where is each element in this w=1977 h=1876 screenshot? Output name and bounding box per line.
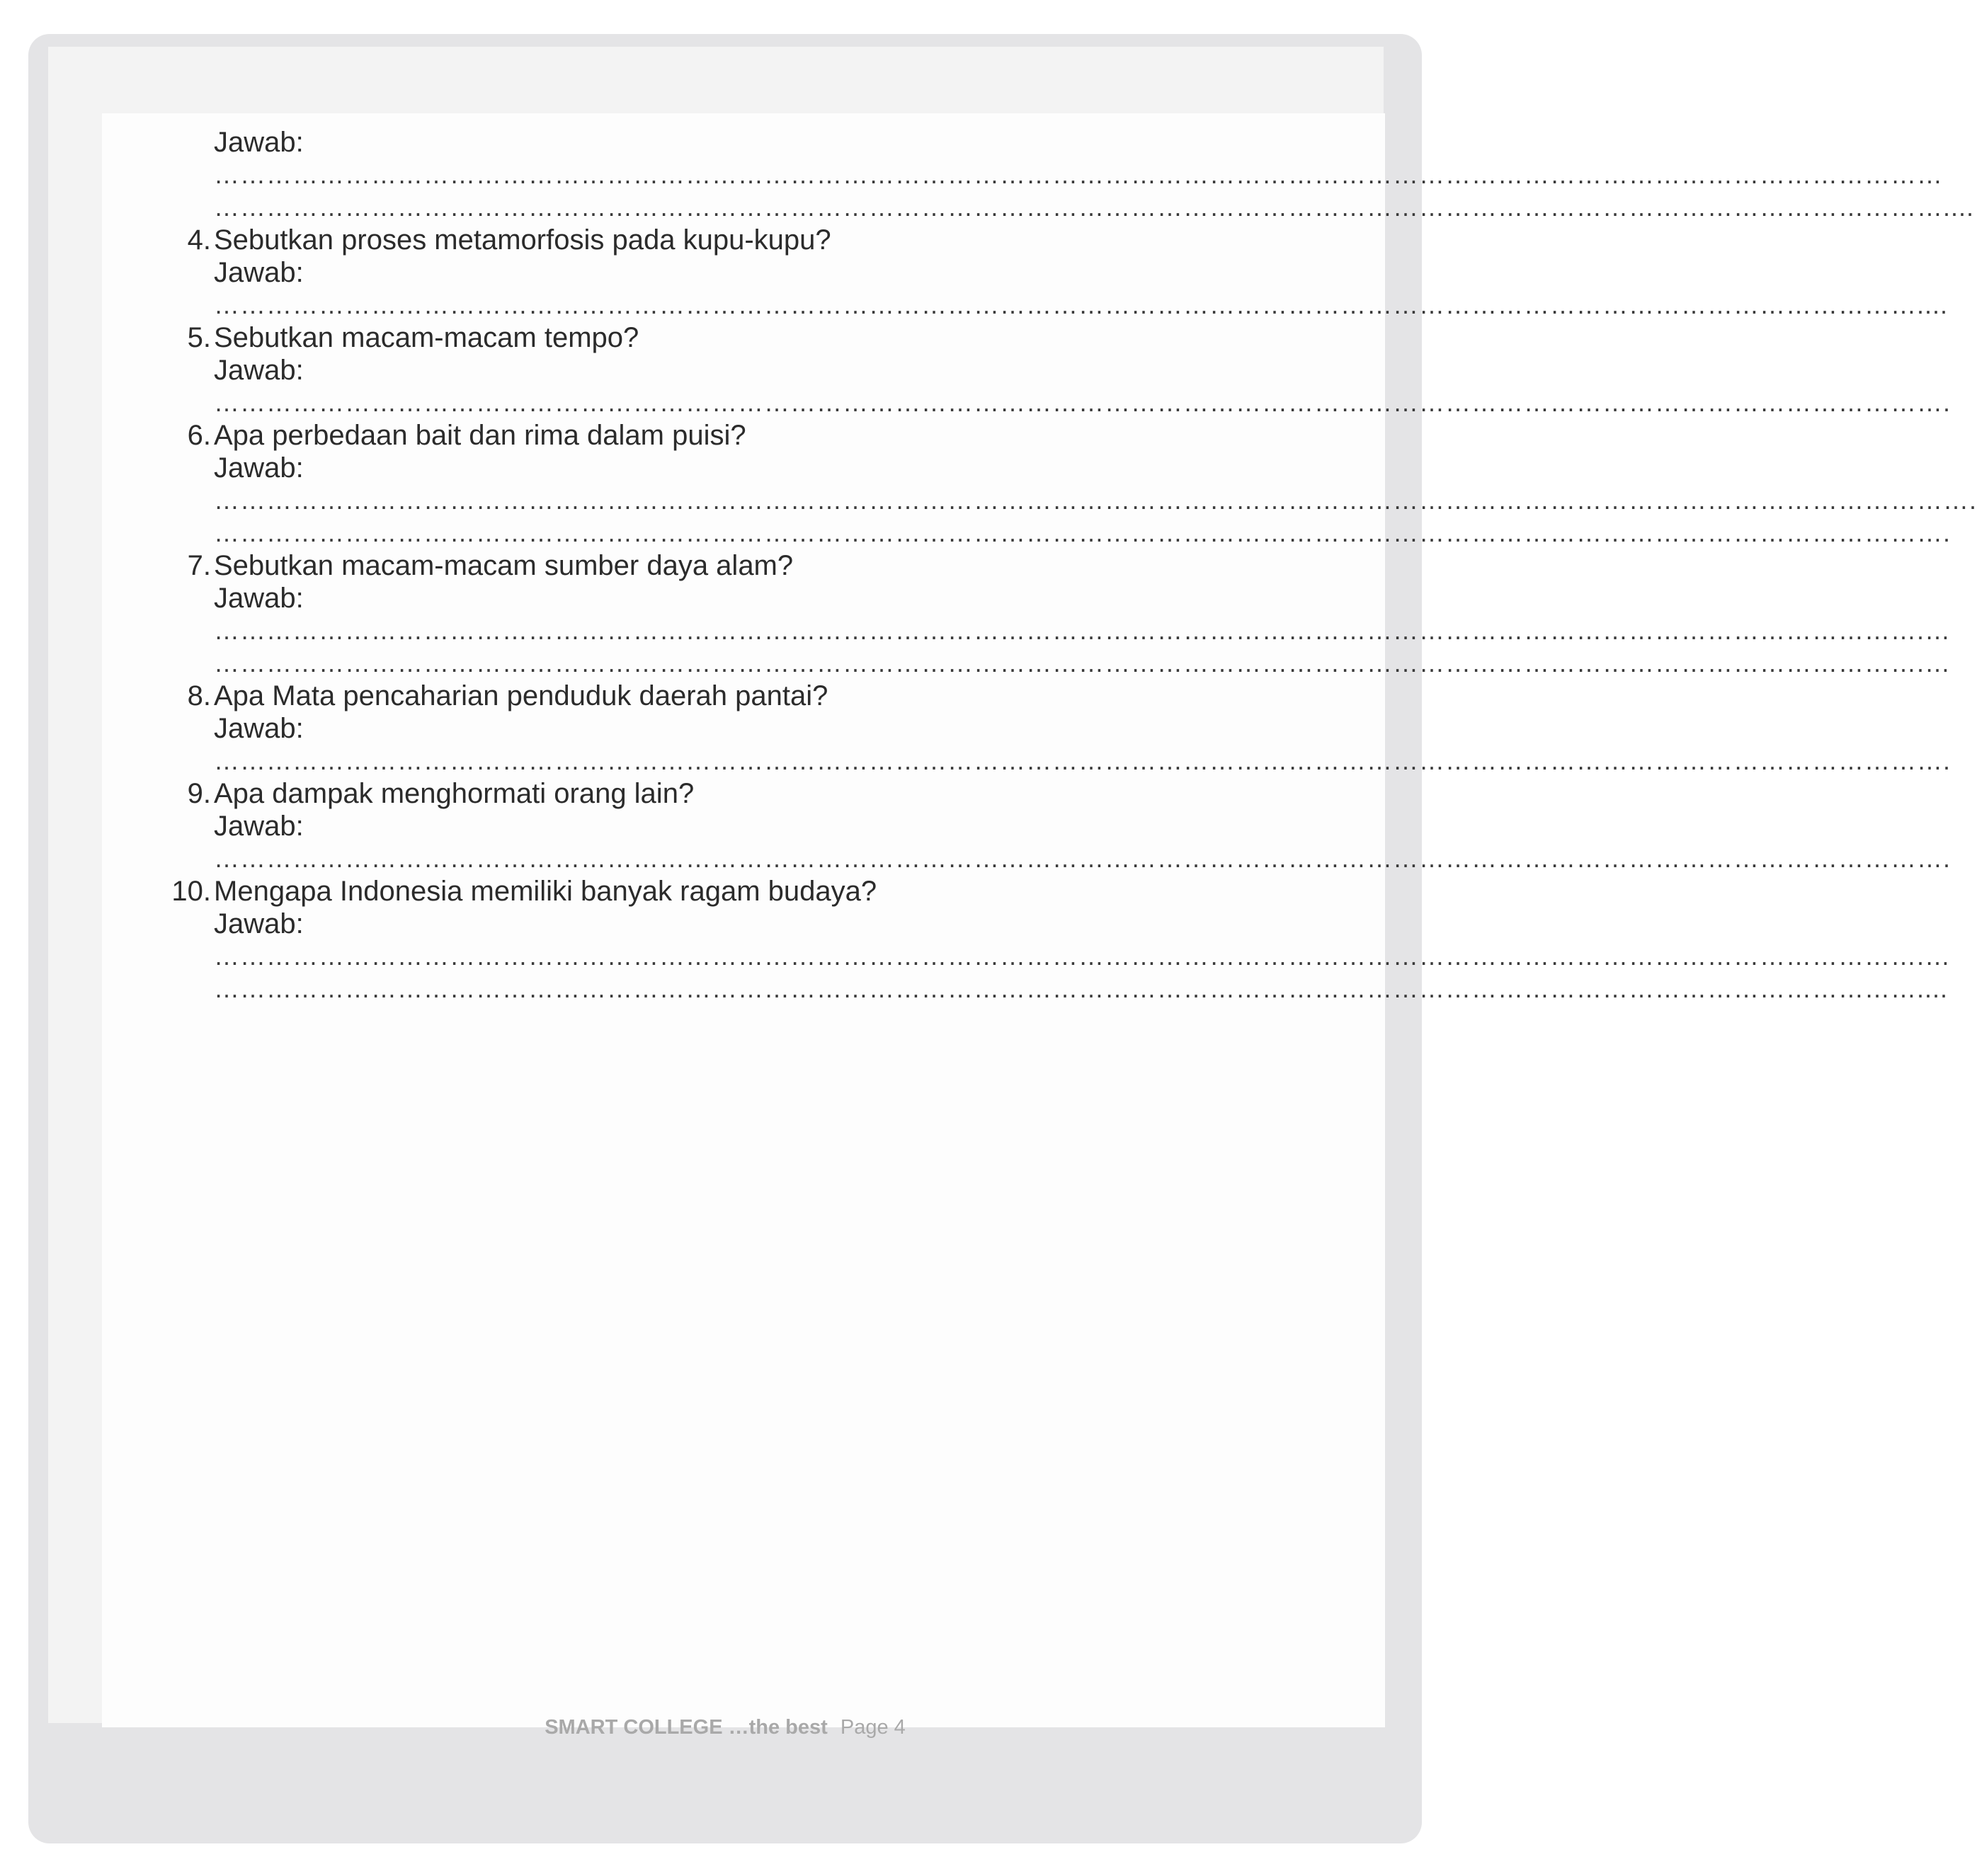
- question-number: 8.: [187, 680, 211, 711]
- answer-line: …………………………………………………………………………………………………………………………………………………………………………….…: [214, 942, 1952, 971]
- page-number: Page 4: [840, 1716, 906, 1739]
- answer-label: Jawab:: [214, 811, 304, 842]
- question-item: [167, 680, 1952, 777]
- question-number: 9.: [187, 778, 211, 809]
- question-text: Sebutkan macam-macam sumber daya alam?: [214, 550, 794, 581]
- question-item: [167, 549, 1952, 680]
- answer-label: Jawab:: [214, 713, 304, 744]
- answer-line: ……………………………………………………………………………………………………………………………………………………………………………….: [214, 518, 1952, 547]
- question-text: Apa Mata pencaharian penduduk daerah pantai?: [214, 680, 828, 711]
- question-number: 5.: [187, 322, 211, 353]
- answer-line: ……………………………………………………………………………………………………………………………………………………………………………….: [214, 844, 1952, 873]
- answer-line: ……………………………………………………………………………………………………………………………………………………………………………….: [214, 746, 1952, 775]
- answer-line: ………………………………………………………………………………………………………………………………………………………………………………….: [214, 486, 1977, 515]
- answer-label: Jawab:: [214, 452, 304, 484]
- question-text: Mengapa Indonesia memiliki banyak ragam budaya?: [214, 876, 877, 907]
- question-item: [167, 777, 1952, 875]
- question-item: [167, 419, 1977, 549]
- answer-line: ……………………………………………………………………………………………………………………………………………………………………………….: [214, 388, 1952, 417]
- page-footer: [0, 1716, 1450, 1739]
- question-number: 6.: [187, 420, 211, 451]
- answer-line: …………………………………………………………………………………………………………………………………………………………………………….…: [214, 616, 1952, 645]
- question-item: [167, 875, 1952, 1005]
- question-number: 4.: [187, 224, 211, 256]
- answer-line: ………………………………………………………………………………………………………………………………………………………………………………: [214, 160, 1943, 189]
- answer-label: Jawab:: [214, 355, 304, 386]
- question-text: Apa perbedaan bait dan rima dalam puisi?: [214, 420, 746, 451]
- answer-line: ………………………………………………………………………………………………………………………………………………………………………………....: [214, 193, 1975, 222]
- worksheet-content: [167, 126, 1977, 1005]
- answer-label: Jawab:: [214, 583, 304, 614]
- question-text: Sebutkan proses metamorfosis pada kupu-kupu?: [214, 224, 831, 256]
- answer-line: …………………………………………………………………………………………………………………………………………………………………………….…: [214, 648, 1952, 677]
- question-number: 7.: [187, 550, 211, 581]
- question-item: [167, 321, 1952, 419]
- intro-answer-block: [167, 126, 1975, 224]
- answer-line: ……………………………………………………………………………………………………………………………………………………………………………....: [214, 974, 1949, 1003]
- question-text: Sebutkan macam-macam tempo?: [214, 322, 639, 353]
- question-number: 10.: [171, 876, 211, 907]
- answer-label: Jawab:: [214, 127, 304, 158]
- answer-line: ……………………………………………………………………………………………………………………………………………………………………………....: [214, 290, 1949, 319]
- answer-label: Jawab:: [214, 257, 304, 288]
- question-text: Apa dampak menghormati orang lain?: [214, 778, 695, 809]
- answer-label: Jawab:: [214, 908, 304, 939]
- footer-brand: SMART COLLEGE …the best: [545, 1716, 828, 1739]
- question-item: [167, 224, 1949, 321]
